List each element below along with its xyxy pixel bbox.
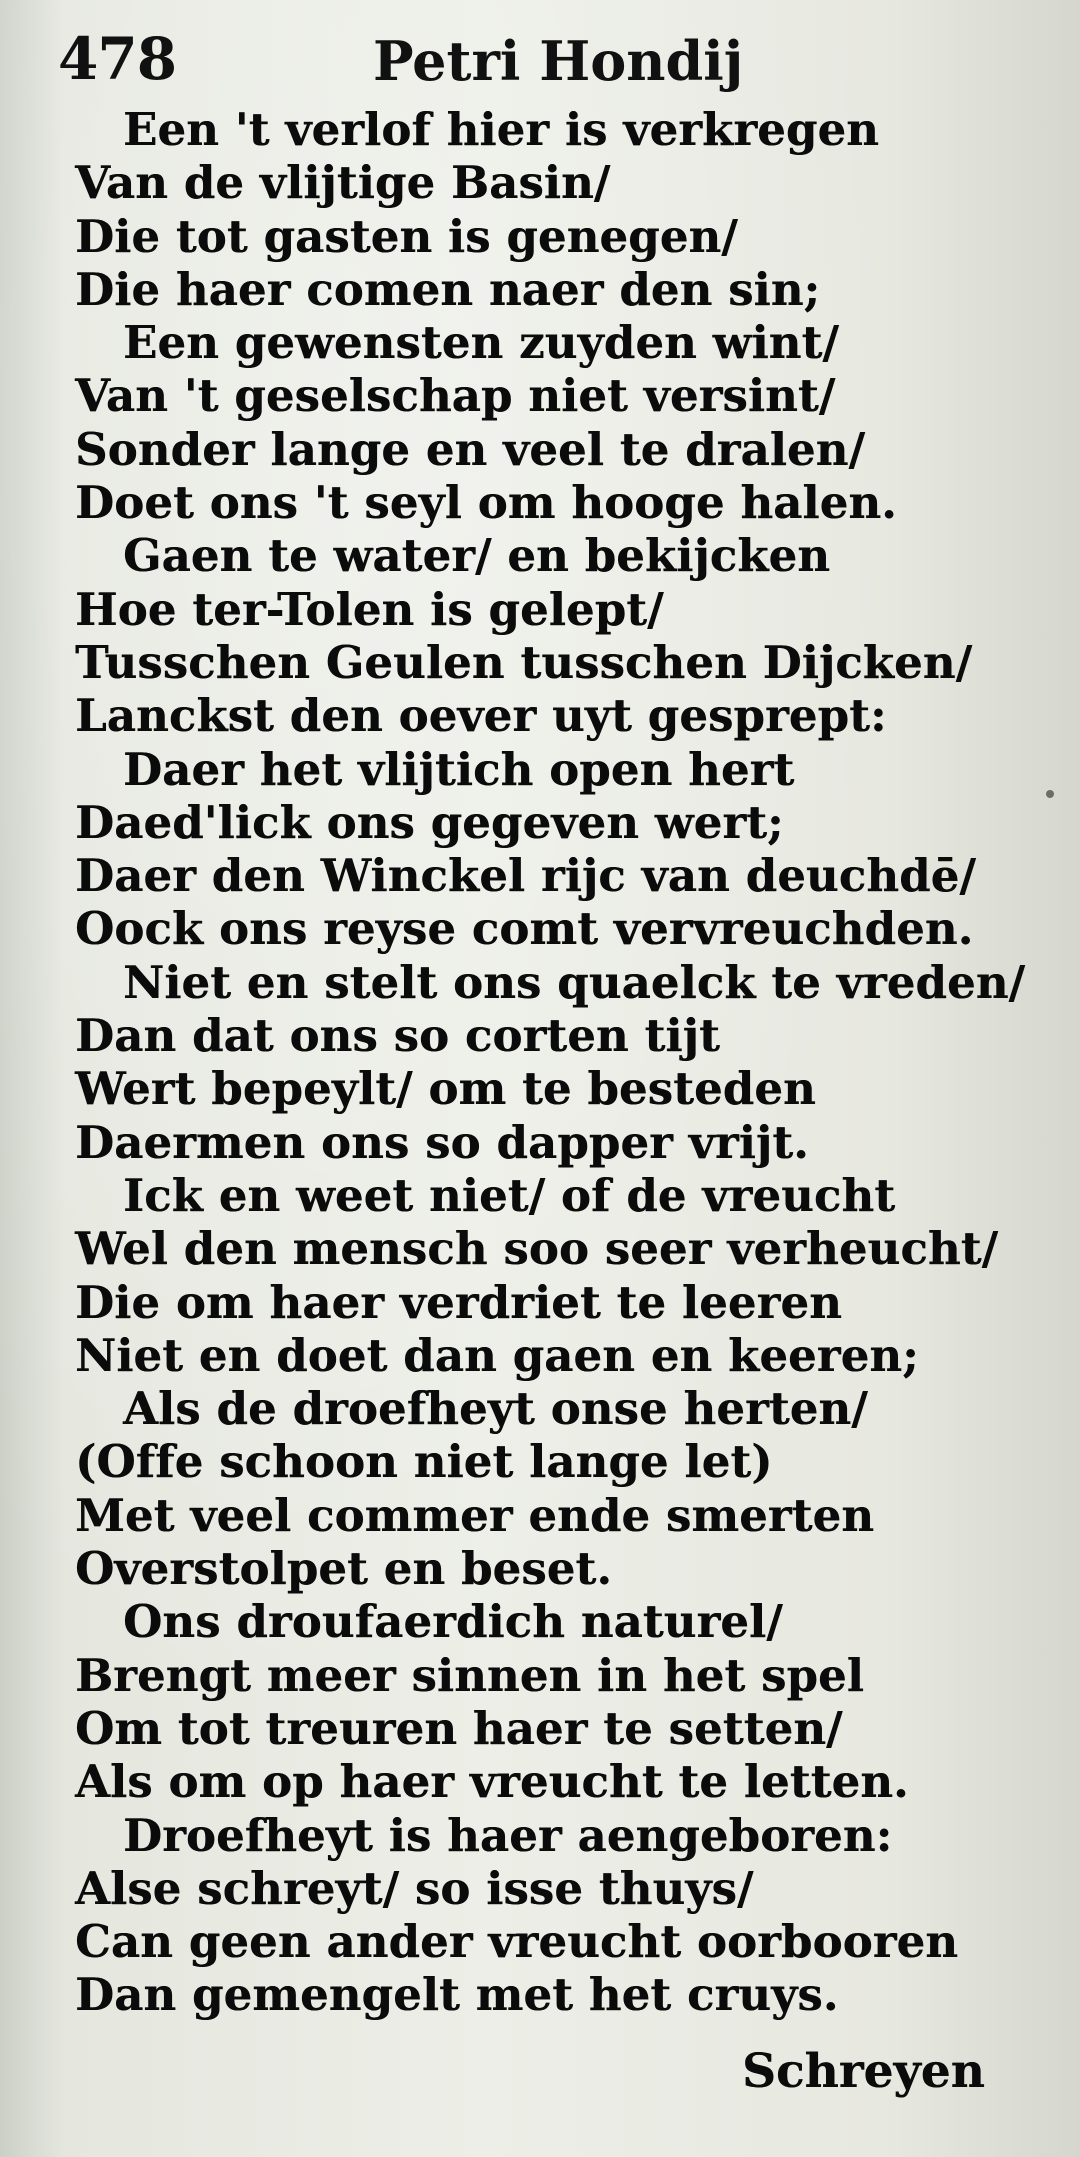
poem-line: Tusschen Geulen tusschen Dijcken/: [75, 635, 973, 689]
poem-line: Van 't geselschap niet versint/: [75, 369, 836, 423]
poem-line: Met veel commer ende smerten: [75, 1488, 875, 1542]
running-head: Petri Hondij: [373, 29, 744, 93]
page-number: 478: [58, 25, 177, 93]
poem-line: Daermen ons so dapper vrijt.: [75, 1115, 809, 1169]
poem-text: [75, 103, 1026, 2022]
poem-line: Gaen te water/ en bekijcken: [123, 529, 831, 583]
poem-line: Doet ons 't seyl om hooge halen.: [75, 476, 897, 530]
poem-line: Brengt meer sinnen in het spel: [75, 1648, 864, 1702]
poem-line: Niet en stelt ons quaelck te vreden/: [123, 955, 1026, 1009]
poem-line: Wert bepeylt/ om te besteden: [75, 1062, 816, 1116]
poem-line: (Offe schoon niet lange let): [75, 1435, 773, 1489]
poem-line: Dan dat ons so corten tijt: [75, 1009, 720, 1063]
poem-line: Een 't verlof hier is verkregen: [123, 103, 879, 156]
poem-line: Overstolpet en beset.: [75, 1542, 613, 1596]
poem-line: Die haer comen naer den sin;: [75, 262, 821, 316]
poem-line: Lanckst den oever uyt gesprept:: [75, 689, 887, 743]
poem-line: Can geen ander vreucht oorbooren: [75, 1915, 959, 1969]
poem-line: Ons droufaerdich naturel/: [123, 1595, 783, 1649]
paper-speck: [1046, 790, 1054, 798]
poem-line: Niet en doet dan gaen en keeren;: [75, 1328, 919, 1382]
poem-line: Als om op haer vreucht te letten.: [75, 1755, 909, 1809]
poem-line: Ick en weet niet/ of de vreucht: [123, 1168, 896, 1222]
poem-line: Daer het vlijtich open hert: [123, 742, 795, 796]
poem-line: Die tot gasten is genegen/: [75, 209, 738, 263]
poem-line: Alse schreyt/ so isse thuys/: [75, 1861, 754, 1915]
poem-line: Daed'lick ons gegeven wert;: [75, 795, 784, 849]
poem-line: Van de vlijtige Basin/: [75, 156, 611, 210]
poem-line: Die om haer verdriet te leeren: [75, 1275, 842, 1329]
poem-line: Droefheyt is haer aengeboren:: [123, 1808, 893, 1862]
poem-line: Dan gemengelt met het cruys.: [75, 1968, 839, 2022]
poem-line: Wel den mensch soo seer verheucht/: [75, 1222, 999, 1276]
poem-line: Hoe ter-Tolen is gelept/: [75, 582, 664, 636]
poem-line: Sonder lange en veel te dralen/: [75, 422, 866, 476]
poem-line: Om tot treuren haer te setten/: [75, 1701, 843, 1755]
catchword: Schreyen: [742, 2044, 985, 2099]
poem-line: Oock ons reyse comt vervreuchden.: [75, 902, 974, 956]
poem-line: Daer den Winckel rijc van deuchdē/: [75, 849, 976, 903]
page-header: [58, 25, 878, 97]
poem-line: Een gewensten zuyden wint/: [123, 316, 839, 370]
poem-line: Als de droefheyt onse herten/: [123, 1382, 868, 1436]
